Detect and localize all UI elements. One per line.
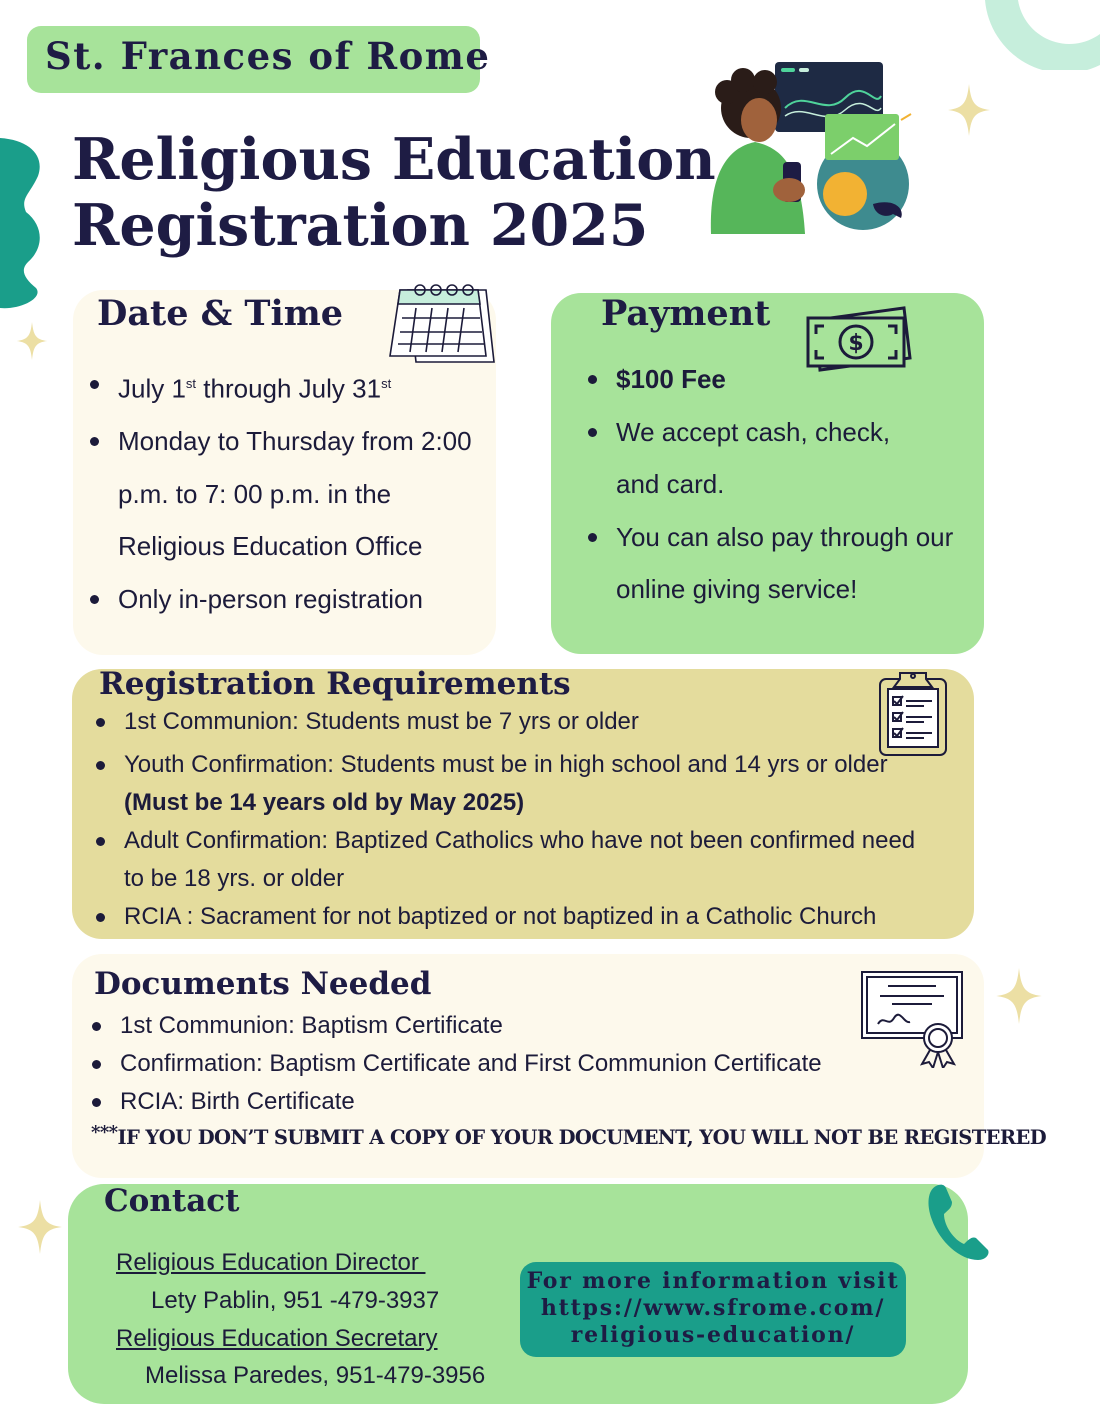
secretary-role: Religious Education Secretary <box>116 1325 438 1352</box>
person-illustration <box>705 58 925 242</box>
requirements-title: Registration Requirements <box>99 666 571 702</box>
list-item: Youth Confirmation: Students must be in high school and 14 yrs or older (Must be 14 years old by May 2025) <box>80 746 960 822</box>
date-time-list <box>74 358 489 625</box>
list-item: RCIA : Sacrament for not baptized or not baptized in a Catholic Church <box>80 898 960 936</box>
documents-title: Documents Needed <box>94 966 432 1002</box>
contact-title: Contact <box>104 1183 240 1219</box>
parish-name-badge <box>27 26 491 93</box>
documents-list <box>76 1007 956 1121</box>
sparkle-icon <box>996 968 1042 1024</box>
teal-blob-decoration <box>0 138 46 310</box>
date-time-title: Date & Time <box>97 293 344 334</box>
parish-name: St. Frances of Rome <box>45 34 491 78</box>
list-item: $100 Fee <box>572 353 972 406</box>
list-item: Adult Confirmation: Baptized Catholics who have not been confirmed need to be 18 yrs. or older <box>80 822 960 898</box>
title-line-2: Registration 2025 <box>72 192 649 259</box>
list-item: You can also pay through our online giving service! <box>572 511 972 616</box>
payment-title: Payment <box>601 293 771 334</box>
page-title <box>72 127 716 259</box>
sparkle-icon <box>16 322 48 360</box>
website-link-path[interactable]: religious-education/ <box>570 1322 856 1348</box>
sparkle-icon <box>948 84 990 136</box>
list-item: 1st Communion: Baptism Certificate <box>76 1007 956 1045</box>
mint-arc-decoration <box>980 0 1100 70</box>
list-item: 1st Communion: Students must be 7 yrs or older <box>80 703 960 741</box>
documents-warning: ***IF YOU DON’T SUBMIT A COPY OF YOUR DOCUMENT, YOU WILL NOT BE REGISTERED <box>91 1122 1047 1149</box>
requirements-note: (Must be 14 years old by May 2025) <box>124 789 525 816</box>
requirements-list <box>80 703 960 936</box>
title-line-1: Religious Education <box>72 126 716 193</box>
payment-list <box>572 353 972 616</box>
list-item: We accept cash, check, and card. <box>572 406 972 511</box>
list-item: July 1st through July 31st <box>74 358 489 415</box>
list-item: Monday to Thursday from 2:00 p.m. to 7: 00 p.m. in the Religious Education Office <box>74 415 489 573</box>
sparkle-icon <box>18 1200 62 1254</box>
phone-icon <box>926 1180 992 1266</box>
website-link[interactable]: https://www.sfrome.com/ <box>540 1295 886 1321</box>
list-item: Confirmation: Baptism Certificate and First Communion Certificate <box>76 1045 956 1083</box>
director-role: Religious Education Director <box>116 1249 426 1276</box>
director-name-phone: Lety Pablin, 951 -479-3937 <box>151 1287 440 1314</box>
list-item: RCIA: Birth Certificate <box>76 1083 956 1121</box>
calendar-icon <box>386 282 498 366</box>
list-item: Only in-person registration <box>74 573 489 626</box>
more-info-text <box>520 1268 906 1349</box>
secretary-name-phone: Melissa Paredes, 951-479-3956 <box>145 1362 486 1389</box>
svg-text:$: $ <box>848 331 864 356</box>
more-info-line-1: For more information visit <box>526 1268 900 1294</box>
